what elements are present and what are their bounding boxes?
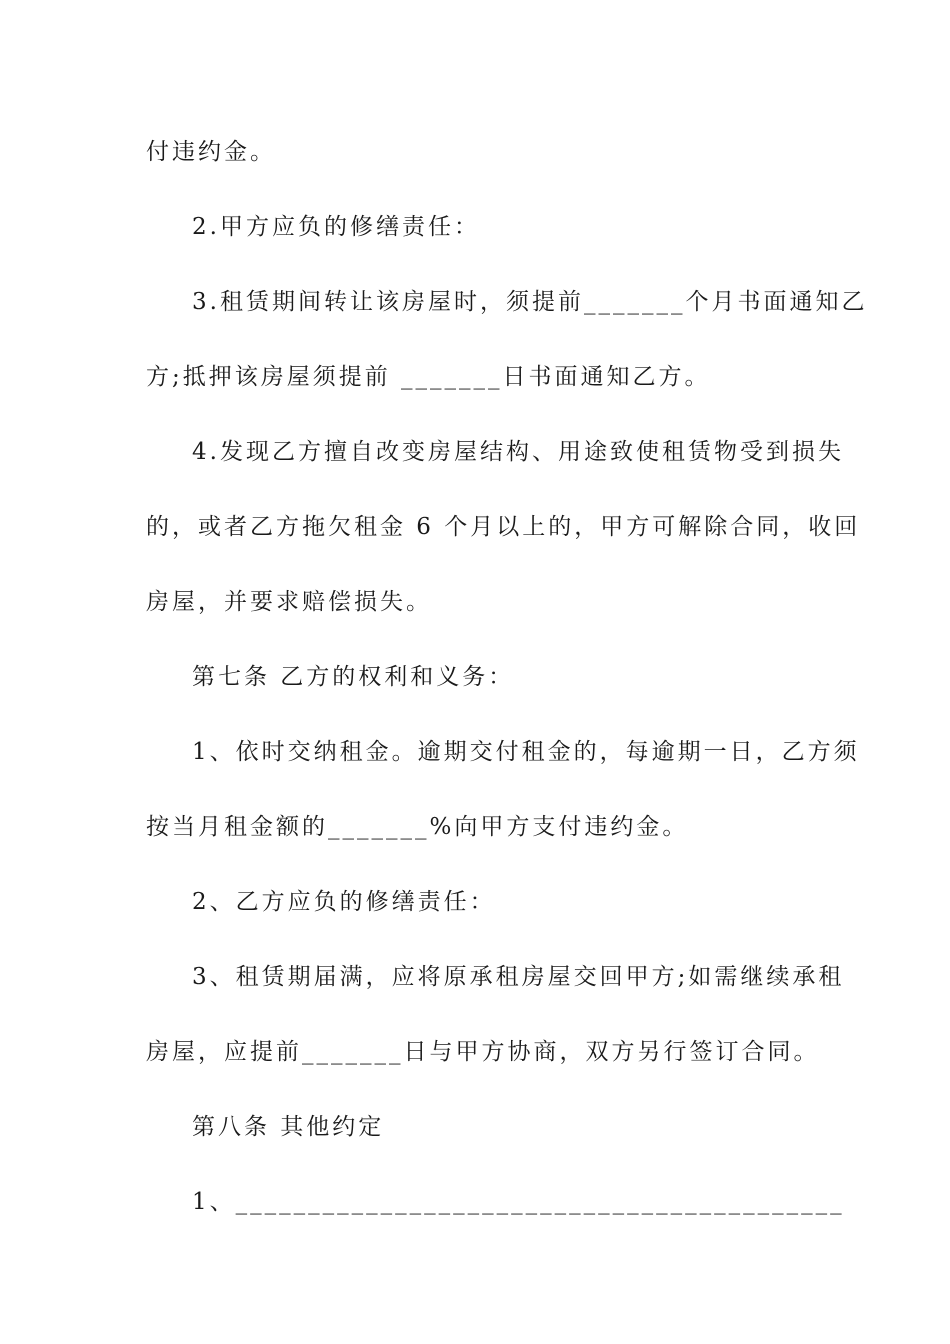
text-line-mortgage-notice: 方;抵押该房屋须提前 _______日书面通知乙方。 <box>146 364 711 390</box>
text-line-structure-change: 4.发现乙方擅自改变房屋结构、用途致使租赁物受到损失 <box>192 439 844 465</box>
text-line-rent-arrears: 的，或者乙方拖欠租金 6 个月以上的，甲方可解除合同，收回 <box>146 514 861 540</box>
text-line-penalty-rate: 按当月租金额的_______%向甲方支付违约金。 <box>146 814 689 840</box>
text-line-other-terms-1: 1、__________________________________________ <box>192 1189 845 1215</box>
text-line-pay-rent: 1、依时交纳租金。逾期交付租金的，每逾期一日，乙方须 <box>192 739 860 765</box>
text-line-landlord-repair: 2.甲方应负的修缮责任： <box>192 214 480 240</box>
text-line-renewal-notice: 房屋，应提前_______日与甲方协商，双方另行签订合同。 <box>146 1039 820 1065</box>
section-heading-article-7: 第七条 乙方的权利和义务： <box>192 664 515 690</box>
text-line-lease-expiry: 3、租赁期届满，应将原承租房屋交回甲方;如需继续承租 <box>192 964 845 990</box>
text-line-tenant-repair: 2、乙方应负的修缮责任： <box>192 889 496 915</box>
text-line-transfer-notice: 3.租赁期间转让该房屋时，须提前_______个月书面通知乙 <box>192 289 868 315</box>
section-heading-article-8: 第八条 其他约定 <box>192 1114 385 1140</box>
text-line-penalty-end: 付违约金。 <box>146 139 276 165</box>
text-line-compensation: 房屋，并要求赔偿损失。 <box>146 589 432 615</box>
